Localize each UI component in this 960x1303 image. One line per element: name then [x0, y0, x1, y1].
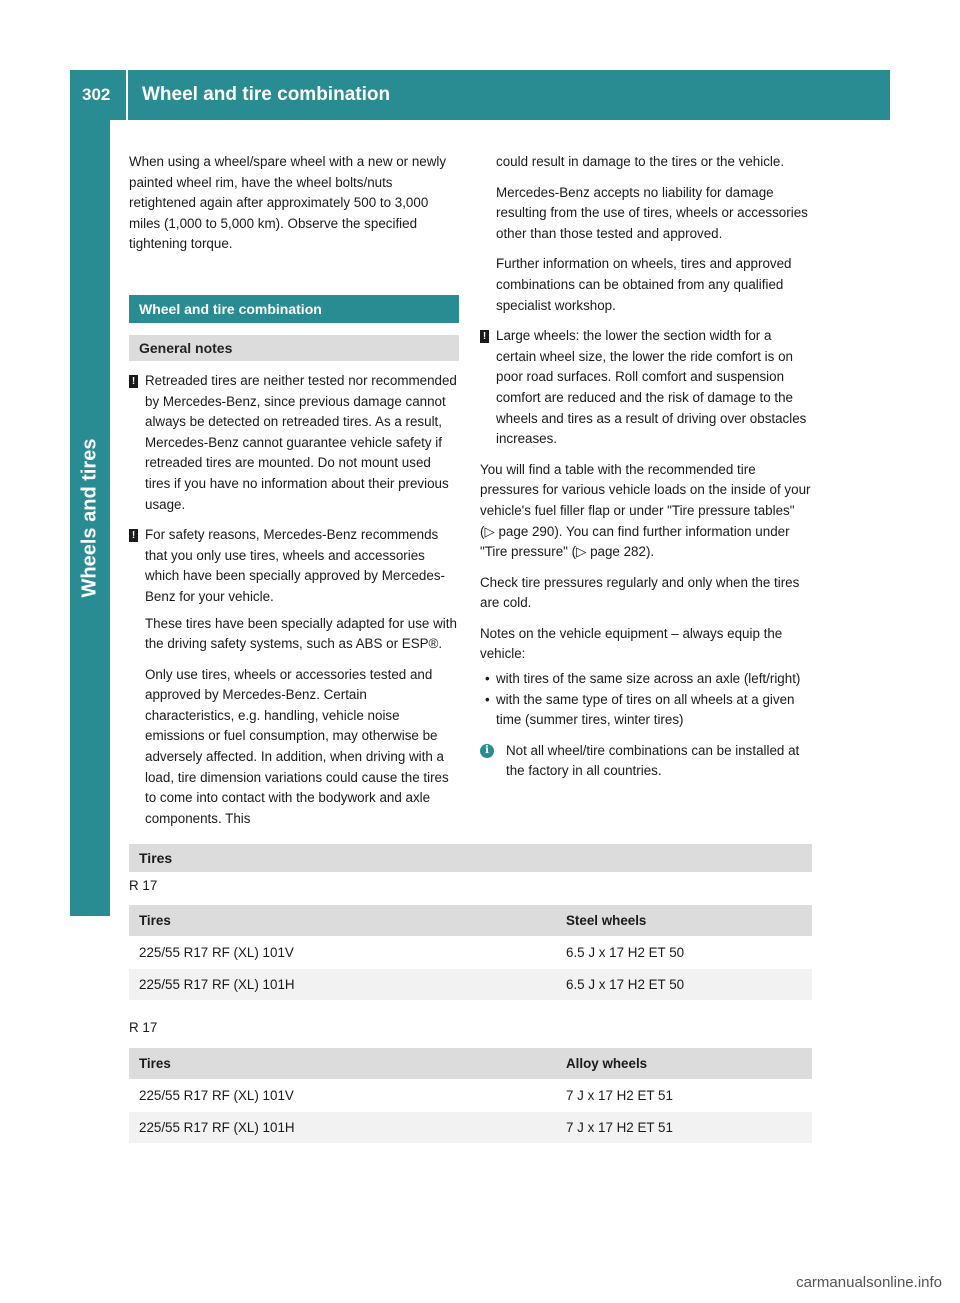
section-heading: Wheel and tire combination — [129, 295, 459, 323]
warning-note-retreaded — [129, 371, 459, 515]
info-icon: i — [480, 744, 494, 758]
paragraph: could result in damage to the tires or the vehicle. — [496, 154, 785, 169]
tires-table-steel — [129, 905, 812, 1000]
paragraph: Only use tires, wheels or accessories tested and approved by Mercedes-Benz. Certain characteristics, e.g. handling, vehicle noise emissions or fuel consumption, may otherwise be adversely affected. In addition, when driving with a load, tire dimension variations could cause the tires to come into contact with the bodywork and axle components. This — [145, 666, 449, 826]
column-header: Steel wheels — [556, 905, 812, 937]
info-note — [480, 741, 812, 782]
list-item: • with the same type of tires on all wheels at a given time (summer tires, winter tires) — [480, 690, 812, 731]
left-column — [129, 152, 459, 839]
table-row — [129, 1080, 812, 1112]
subsection-heading: General notes — [129, 335, 459, 361]
table-cell: 7 J x 17 H2 ET 51 — [566, 1088, 673, 1103]
equipment-list — [480, 669, 812, 731]
page-number: 302 — [82, 85, 111, 104]
table-cell: 225/55 R17 RF (XL) 101H — [129, 1112, 556, 1144]
table-row — [129, 937, 812, 969]
list-item: • with tires of the same size across an axle (left/right) — [480, 669, 812, 690]
column-header: Alloy wheels — [556, 1048, 812, 1080]
paragraph: You will find a table with the recommended tire pressures for various vehicle loads on the inside of your vehicle's fuel filler flap or under "Tire pressure tables" (▷ page 290). You can find further information under "Tire pressure" (▷ page 282). — [480, 461, 811, 560]
table-row — [129, 969, 812, 1001]
table-label: R 17 — [129, 1020, 158, 1035]
info-text: Not all wheel/tire combinations can be installed at the factory in all countries. — [506, 742, 800, 779]
table-cell: 6.5 J x 17 H2 ET 50 — [556, 969, 812, 1001]
warning-note-approved — [129, 525, 459, 607]
paragraph: Notes on the vehicle equipment – always equip the vehicle: — [480, 625, 783, 662]
table-cell: 225/55 R17 RF (XL) 101V — [139, 1088, 294, 1103]
warning-icon: ! — [480, 330, 489, 343]
warning-note-large-wheels — [480, 326, 812, 450]
table-cell: 6.5 J x 17 H2 ET 50 — [566, 945, 685, 960]
table-cell: 225/55 R17 RF (XL) 101H — [129, 969, 556, 1001]
table-header-row — [129, 1048, 812, 1080]
column-header: Tires — [129, 1048, 556, 1080]
watermark: carmanualsonline.info — [796, 1274, 942, 1291]
tires-section-heading: Tires — [129, 844, 812, 872]
page-header — [70, 70, 890, 120]
intro-paragraph: When using a wheel/spare wheel with a new or newly painted wheel rim, have the wheel bolts/nuts retightened again after approximately 500 to 3,000 miles (1,000 to 5,000 km). Observe the specified tightening torque. — [129, 154, 447, 252]
right-column — [480, 152, 812, 788]
table-row — [129, 1112, 812, 1144]
table-cell: 7 J x 17 H2 ET 51 — [556, 1112, 812, 1144]
chapter-side-tab — [70, 120, 110, 916]
warning-text: Large wheels: the lower the section width for a certain wheel size, the lower the ride comfort is on poor road surfaces. Roll comfort and suspension comfort are reduced and the risk of damage to the wheels and tires as a result of driving over obstacles increases. — [496, 328, 807, 447]
table-header-row — [129, 905, 812, 937]
chapter-label: Wheels and tires — [78, 438, 101, 598]
column-header: Tires — [129, 905, 556, 937]
page-title: Wheel and tire combination — [142, 84, 391, 105]
paragraph: Check tire pressures regularly and only when the tires are cold. — [480, 574, 800, 611]
warning-icon: ! — [129, 375, 138, 388]
table-label: R 17 — [129, 878, 158, 893]
paragraph: Further information on wheels, tires and approved combinations can be obtained from any qualified specialist workshop. — [496, 256, 792, 313]
warning-text: For safety reasons, Mercedes-Benz recommends that you only use tires, wheels and accessories which have been specially approved by Mercedes-Benz for your vehicle. — [145, 527, 445, 604]
tires-table-alloy — [129, 1048, 812, 1143]
warning-text: Retreaded tires are neither tested nor recommended by Mercedes-Benz, since previous damage cannot always be detected on retreaded tires. As a result, Mercedes-Benz cannot guarantee vehicle safety if retreaded tires are mounted. Do not mount used tires if you have no information about their previous usage. — [145, 372, 457, 512]
paragraph: These tires have been specially adapted for use with the driving safety systems, such as ABS or ESP®. — [145, 615, 457, 652]
warning-icon: ! — [129, 529, 138, 542]
paragraph: Mercedes-Benz accepts no liability for damage resulting from the use of tires, wheels or accessories other than those tested and approved. — [496, 184, 808, 241]
table-cell: 225/55 R17 RF (XL) 101V — [139, 945, 294, 960]
